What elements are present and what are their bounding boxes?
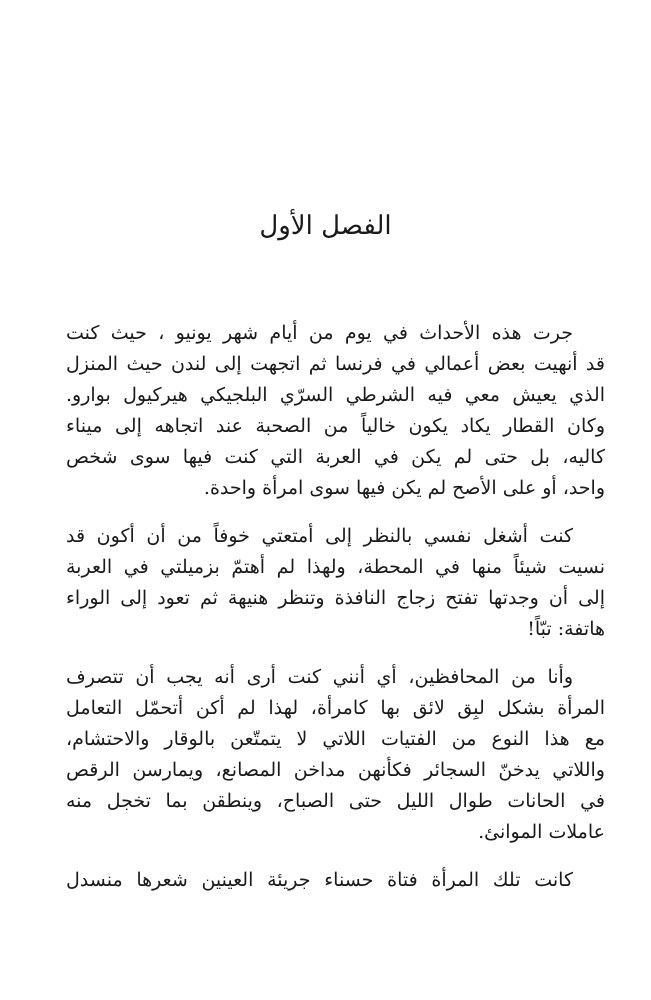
text-line: إلى أن وجدتها تفتح زجاج النافذة وتنظر هنيهة ثم تعود إلى الوراء: [66, 587, 605, 609]
text-line: وكان القطار يكاد يكون خالياً من الصحبة عند اتجاهه إلى ميناء: [66, 415, 605, 437]
paragraph-1: [66, 318, 605, 504]
text-line: جرت هذه الأحداث في يوم من أيام شهر يونيو ، حيث كنت: [66, 322, 573, 344]
text-line: نسيت شيئاً منها في المحطة، ولهذا لم أهتمّ بزميلتي في العربة: [66, 556, 605, 578]
text-line: في الحانات طوال الليل حتى الصباح، وينطقن بما تخجل منه: [66, 790, 605, 812]
text-line: هاتفة: تبّاً!: [527, 618, 605, 640]
text-line: وأنا من المحافظين، أي أنني كنت أرى أنه يجب أن تتصرف: [66, 666, 573, 688]
text-line: الذي يعيش معي فيه الشرطي السرّي البلجيكي هيركيول بوارو.: [66, 384, 605, 406]
text-line: واللاتي يدخنّ السجائر فكأنهن مداخن المصانع، ويمارسن الرقص: [66, 759, 605, 781]
chapter-body: [66, 318, 605, 913]
text-line: كاليه، بل حتى لم يكن في العربة التي كنت فيها سوى شخص: [66, 446, 605, 468]
text-line: كانت تلك المرأة فتاة حسناء جريئة العينين شعرها منسدل: [66, 869, 573, 891]
text-line: المرأة بشكل لبِق لائق بها كامرأة، لهذا لم أكن أتحمّل التعامل: [66, 697, 605, 719]
text-line: مع هذا النوع من الفتيات اللاتي لا يتمتّعن بالوقار والاحتشام،: [66, 728, 605, 750]
text-line: كنت أشغل نفسي بالنظر إلى أمتعتي خوفاً من أن أكون قد: [66, 525, 573, 547]
text-line: قد أنهيت بعض أعمالي في فرنسا ثم اتجهت إلى لندن حيث المنزل: [66, 353, 605, 375]
text-line: عاملات الموانئ.: [478, 821, 605, 843]
paragraph-3: [66, 662, 605, 848]
paragraph-2: [66, 521, 605, 645]
paragraph-4: [66, 865, 605, 896]
chapter-title: الفصل الأول: [259, 211, 392, 241]
text-line: واحد، أو على الأصح لم يكن فيها سوى امرأة واحدة.: [203, 477, 605, 499]
